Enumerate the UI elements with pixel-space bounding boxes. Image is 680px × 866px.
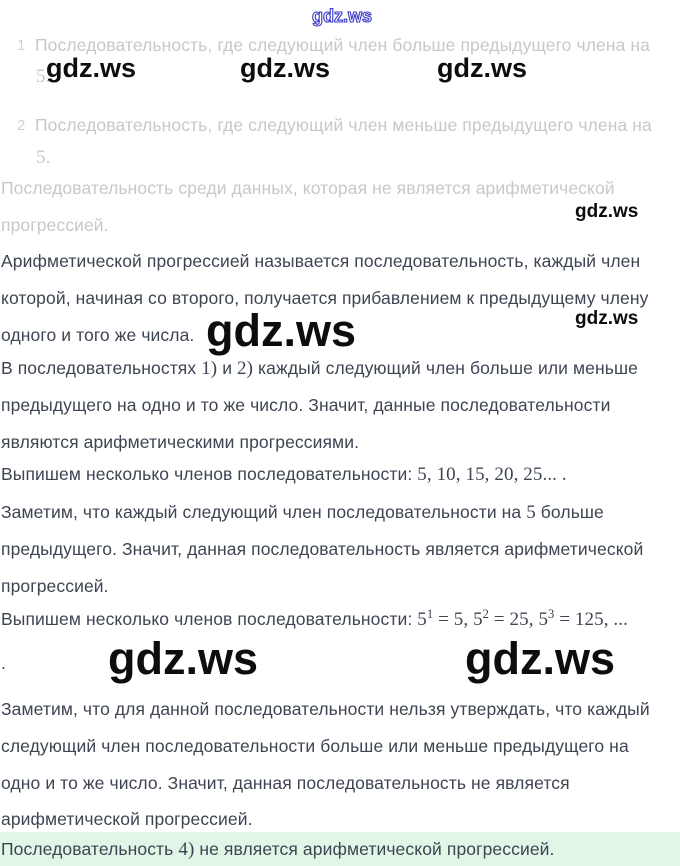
write4-exponent-3: 3 xyxy=(548,607,555,622)
write4-text: Выпишем несколько членов последовательности: xyxy=(1,609,418,629)
write3-values: 5, 10, 15, 20, 25... . xyxy=(417,464,567,485)
definition-line-1: Арифметической прогрессией называется последовательность, каждый член xyxy=(1,251,641,271)
answer-seq-number: 4) xyxy=(178,839,195,860)
note3-line-2: предыдущего. Значит, данная последовательность является арифметической xyxy=(1,539,644,559)
write4-math-2: = 5, 5 xyxy=(433,609,483,630)
list-item-2-value: 5. xyxy=(36,147,51,168)
list-item-1-value: 5. xyxy=(36,66,51,87)
note3-line-1 xyxy=(1,501,604,524)
watermark-inline-large: gdz.ws xyxy=(206,305,357,356)
seq12-line-2: предыдущего на одно и то же число. Значит, данные последовательности xyxy=(1,395,611,415)
seq12-l1-text-a: В последовательностях xyxy=(1,358,202,378)
note4-line-1: Заметим, что для данной последовательности нельзя утверждать, что каждый xyxy=(1,699,650,719)
write4-line xyxy=(1,608,628,631)
write3-text: Выпишем несколько членов последовательности: xyxy=(1,464,418,484)
seq12-l1-text-c: каждый следующий член больше или меньше xyxy=(253,358,638,378)
note4-line-4: арифметической прогрессией. xyxy=(1,809,253,829)
list-item-2-text: Последовательность, где следующий член меньше предыдущего члена на xyxy=(35,115,652,135)
watermark-row-2: gdz.ws xyxy=(240,53,331,83)
answer-text-a: Последовательность xyxy=(1,839,179,859)
definition-line-2: которой, начиная со второго, получается прибавлением к предыдущему члену xyxy=(1,288,649,308)
write4-exponent-1: 1 xyxy=(426,607,434,622)
write4-continuation-dot: . xyxy=(1,653,6,673)
gray-intro-line-2: прогрессией. xyxy=(1,215,109,235)
note3-l1-math: 5 xyxy=(526,502,536,523)
note3-l1-text-a: Заметим, что каждый следующий член последовательности на xyxy=(1,502,527,522)
write4-math-4: = 125, ... xyxy=(554,609,628,630)
write4-math-1: 5 xyxy=(417,609,427,630)
note4-line-2: следующий член последовательности больше или меньше предыдущего на xyxy=(1,736,629,756)
write4-exponent-2: 2 xyxy=(482,607,490,622)
seq12-line-3: являются арифметическими прогрессиями. xyxy=(1,432,360,452)
answer-text xyxy=(1,832,555,866)
gray-intro-line-1: Последовательность среди данных, которая не является арифметической xyxy=(1,178,615,198)
answer-highlight xyxy=(0,832,680,866)
definition-line-3: одного и того же числа. xyxy=(1,325,195,345)
note3-l1-text-b: больше xyxy=(535,502,604,522)
answer-text-b: не является арифметической прогрессией. xyxy=(194,839,555,859)
watermark-row-3: gdz.ws xyxy=(437,53,528,83)
watermark-top: gdz.ws xyxy=(312,6,373,26)
seq12-l1-math-1: 1) xyxy=(201,358,218,379)
seq12-line-1 xyxy=(1,357,638,380)
note3-line-3: прогрессией. xyxy=(1,576,109,596)
watermark-row-1: gdz.ws xyxy=(46,53,137,83)
list-item-1-text: Последовательность, где следующий член больше предыдущего члена на xyxy=(35,35,650,55)
seq12-l1-math-2: 2) xyxy=(237,358,254,379)
watermark-bottom-right-large: gdz.ws xyxy=(465,633,616,684)
write4-math-3: = 25, 5 xyxy=(489,609,549,630)
watermark-bottom-left-large: gdz.ws xyxy=(108,633,259,684)
note4-line-3: одно и то же число. Значит, данная последовательность не является xyxy=(1,773,570,793)
list-item-2-number: 2 xyxy=(17,117,26,134)
seq12-l1-text-b: и xyxy=(217,358,238,378)
watermark-right-small-1: gdz.ws xyxy=(575,201,639,222)
list-item-1-number: 1 xyxy=(17,37,26,54)
write3-line xyxy=(1,463,567,486)
watermark-right-small-2: gdz.ws xyxy=(575,308,639,329)
